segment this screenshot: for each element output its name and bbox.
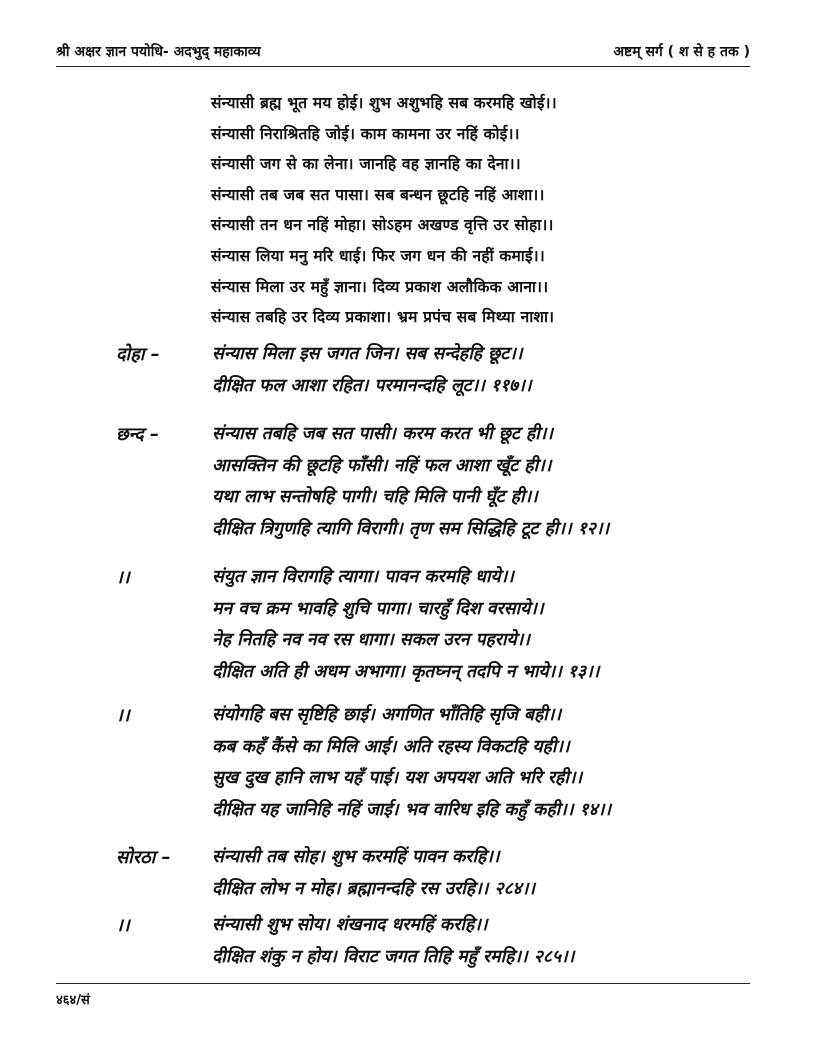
verse-line: दीक्षित लोभ न मोह। ब्रह्मानन्दहि रस उरहि।। २८४।। xyxy=(212,878,536,899)
page-header xyxy=(56,40,750,67)
page-number: ४६४/सं xyxy=(56,993,90,1008)
verse-line: संन्यास तबहि उर दिव्य प्रकाशा। भ्रम प्रपंच सब मिथ्या नाशा। xyxy=(211,308,555,327)
verse-line: दीक्षित फल आशा रहित। परमानन्दहि लूट।। ११७।। xyxy=(212,375,532,396)
verse-line: संन्यासी तब सोह। शुभ करमहिं पावन करहि।। xyxy=(212,847,500,867)
verse-line: संन्यासी ब्रह्म भूत मय होई। शुभ अशुभहि सब करमहि खोई।। xyxy=(211,94,557,112)
verse-line: संयोगहि बस सृष्टिहि छाई। अगणित भाँतिहि सृजि बही।। xyxy=(212,705,562,725)
verse-line: दीक्षित अति ही अधम अभागा। कृतघ्नन् तदपि न भाये।। १३।। xyxy=(212,661,600,682)
verse-line: दीक्षित त्रिगुणहि त्यागि विरागी। तृण सम सिद्धिहि टूट ही।। १२।। xyxy=(212,518,610,539)
verse-line: नेह नितहि नव नव रस धागा। सकल उरन पहराये।। xyxy=(212,630,530,650)
stanza-label: सोरठा – xyxy=(116,847,171,868)
stanza-label: ।। xyxy=(116,915,130,936)
verse-line: मन वच क्रम भावहि शुचि पागा। चारहुँ दिश वरसाये।। xyxy=(212,598,544,619)
chapter-title: अष्टम् सर्ग ( श से ह तक ) xyxy=(613,44,750,60)
stanza-label: ।। xyxy=(116,705,130,726)
verse-line: दीक्षित यह जानिहि नहिं जाई। भव वारिध इहि कहुँ कही।। १४।। xyxy=(212,799,612,820)
verse-line: संन्यासी शुभ सोय। शंखनाद धरमहिं करहि।। xyxy=(212,915,488,935)
stanza-label: छन्द – xyxy=(116,424,160,445)
verse-line: दीक्षित शंकु न होय। विराट जगत तिहि महुँ रमहि।। २८५।। xyxy=(212,946,575,967)
stanza-label: ।। xyxy=(116,567,130,588)
book-title: श्री अक्षर ज्ञान पयोधि- अदभुद् महाकाव्य xyxy=(56,44,261,60)
stanza-label: दोहा – xyxy=(116,344,160,365)
verse-line: संयुत ज्ञान विरागहि त्यागा। पावन करमहि धाये।। xyxy=(212,567,514,587)
verse-line: आसक्तिन की छूटहि फाँसी। नहिं फल आशा खूँट ही।। xyxy=(212,455,552,476)
verse-line: संन्यास मिला इस जगत जिन। सब सन्देहहि छूट।। xyxy=(212,344,523,364)
page-footer xyxy=(56,983,750,1008)
verse-line: संन्यास मिला उर महुँ ज्ञाना। दिव्य प्रकाश अलौकिक आना।। xyxy=(211,277,549,296)
verse-line: सुख दुख हानि लाभ यहँ पाई। यश अपयश अति भरि रही।। xyxy=(212,768,583,788)
verse-line: संन्यास तबहि जब सत पासी। करम करत भी छूट ही।। xyxy=(212,424,554,444)
chaupai-block xyxy=(211,88,557,333)
verse-line: संन्यासी निराश्रितहि जोई। काम कामना उर नहिं कोई।। xyxy=(211,124,520,143)
verse-line: यथा लाभ सन्तोषहि पागी। चहि मिलि पानी घूँट ही।। xyxy=(212,487,538,507)
verse-line: कब कहँ कैंसे का मिलि आई। अति रहस्य विकटहि यही।। xyxy=(212,736,570,757)
verse-line: संन्यासी जग से का लेना। जानहि वह ज्ञानहि का देना।। xyxy=(211,155,521,174)
verse-line: संन्यासी तब जब सत पासा। सब बन्धन छूटहि नहिं आशा।। xyxy=(211,185,545,204)
verse-line: संन्यासी तन धन नहिं मोहा। सोऽहम अखण्ड वृत्ति उर सोहा।। xyxy=(211,216,554,235)
verse-line: संन्यास लिया मनु मरि धाई। फिर जग धन की नहीं कमाई।। xyxy=(211,246,545,265)
